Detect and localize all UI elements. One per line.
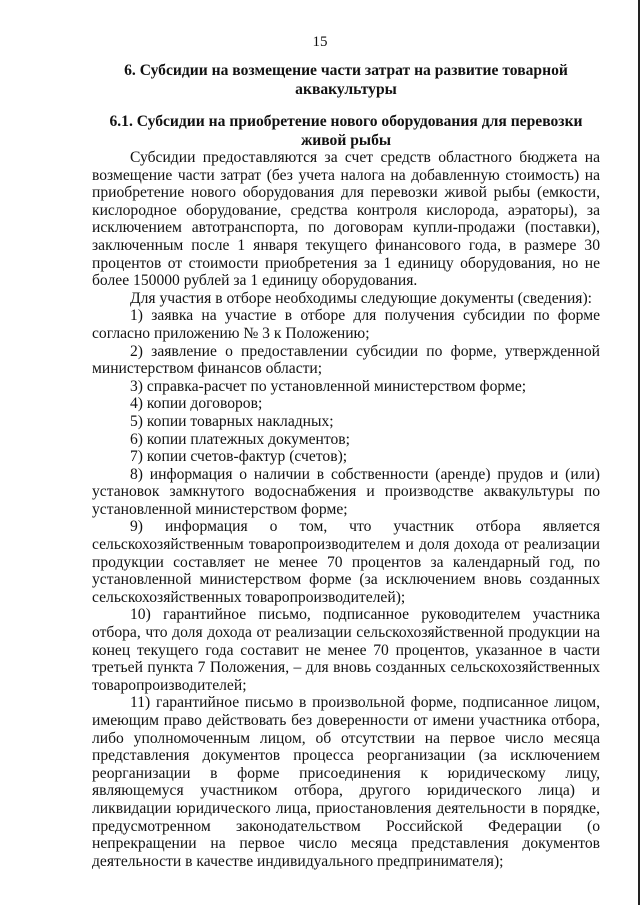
list-item-1: 1) заявка на участие в отборе для получения субсидии по форме согласно приложению № 3 к Положению; <box>92 307 600 342</box>
subsection-title: 6.1. Субсидии на приобретение нового оборудования для перевозки живой рыбы <box>109 113 583 149</box>
list-item-11: 11) гарантийное письмо в произвольной форме, подписанное лицом, имеющим право действовать без доверенности от имени участника отбора, либо уполномоченным лицом, об отсутствии на первое число месяца представления документов процесса реорганизации (за исключением реорганизации в форме присоединения к юридическому лицу, являющемуся участником отбора, другого юридического лица) и ликвидации юридического лица, приостановления деятельности в порядке, предусмотренном законодательством Российской Федерации (о непрекращении на первое число месяца представления документов деятельности в качестве индивидуального предпринимателя); <box>92 694 600 870</box>
list-item-7: 7) копии счетов-фактур (счетов); <box>130 448 348 466</box>
document-body <box>92 149 600 870</box>
paragraph-intro: Субсидии предоставляются за счет средств областного бюджета на возмещение части затрат (без учета налога на добавленную стоимость) на приобретение нового оборудования для перевозки живой рыбы (емкости, кислородное оборудование, средства контроля кислорода, аэраторы), за исключением автотранспорта, по договорам купли-продажи (поставки), заключенным после 1 января текущего финансового года, в размере 30 процентов от стоимости приобретения за 1 единицу оборудования, но не более 150000 рублей за 1 единицу оборудования. <box>92 149 600 290</box>
section-title: 6. Субсидии на возмещение части затрат на развитие товарной аквакультуры <box>124 62 568 98</box>
list-item-6: 6) копии платежных документов; <box>130 430 350 448</box>
list-item-5: 5) копии товарных накладных; <box>130 412 334 430</box>
list-item-9: 9) информация о том, что участник отбора является сельскохозяйственным товаропроизводителем и доля дохода от реализации продукции составляет не менее 70 процентов за календарный год, по установленной министерством форме (за исключением вновь созданных сельскохозяйственных товаропроизводителей); <box>92 518 600 606</box>
list-item-10: 10) гарантийное письмо, подписанное руководителем участника отбора, что доля дохода от реализации сельскохозяйственной продукции на конец текущего года составит не менее 70 процентов, указанное в части третьей пункта 7 Положения, – для вновь созданных сельскохозяйственных товаропроизводителей; <box>92 606 600 694</box>
list-item-8: 8) информация о наличии в собственности (аренде) прудов и (или) установок замкнутого водоснабжения и производстве аквакультуры по установленной министерством форме; <box>92 465 600 518</box>
paragraph-documents-lead: Для участия в отборе необходимы следующие документы (сведения): <box>130 289 593 307</box>
list-item-2: 2) заявление о предоставлении субсидии по форме, утвержденной министерством финансов области; <box>92 342 600 378</box>
page-number: 15 <box>312 34 328 50</box>
list-item-3: 3) справка-расчет по установленной министерством форме; <box>130 377 527 395</box>
list-item-4: 4) копии договоров; <box>130 395 263 413</box>
